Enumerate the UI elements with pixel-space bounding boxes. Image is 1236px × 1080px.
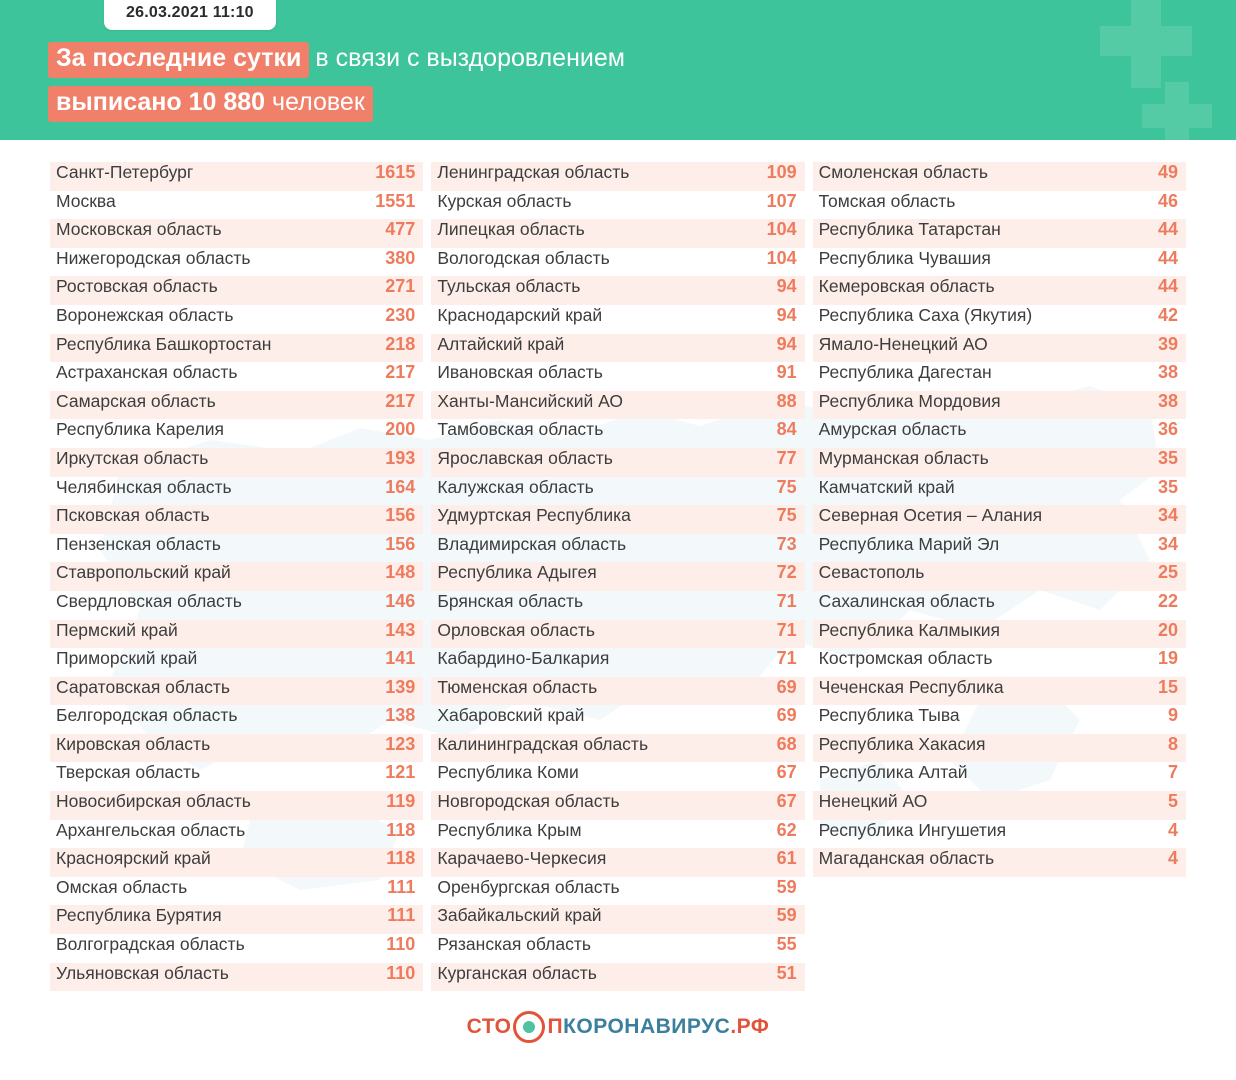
region-name: Ханты-Мансийский АО: [437, 390, 624, 411]
table-row: [50, 705, 423, 734]
region-name: Республика Дагестан: [818, 362, 992, 383]
region-value: 91: [776, 362, 797, 383]
region-value: 146: [385, 590, 416, 611]
headline-count-light: человек: [265, 88, 365, 116]
region-value: 20: [1157, 619, 1178, 640]
region-value: 110: [386, 934, 416, 955]
region-name: Санкт-Петербург: [56, 162, 194, 182]
table-row: [431, 248, 804, 277]
region-name: Ярославская область: [437, 447, 613, 468]
table-row: [431, 877, 804, 906]
region-value: 200: [385, 419, 416, 440]
footer: [0, 1003, 1236, 1051]
stopcoronavirus-logo[interactable]: [467, 1011, 770, 1043]
region-name: Чеченская Республика: [818, 676, 1004, 697]
region-name: Кабардино-Балкария: [437, 648, 610, 669]
region-name: Брянская область: [437, 590, 584, 611]
table-row: [813, 762, 1186, 791]
region-name: Республика Адыгея: [437, 562, 597, 583]
region-value: 19: [1157, 648, 1178, 669]
table-row: [50, 391, 423, 420]
table-row: [813, 219, 1186, 248]
headline-highlight: За последние сутки: [48, 42, 309, 78]
region-value: 141: [385, 648, 416, 669]
region-name: Республика Тыва: [818, 705, 960, 726]
table-row: [431, 648, 804, 677]
table-row: [50, 791, 423, 820]
table-row: [813, 848, 1186, 877]
table-row: [50, 620, 423, 649]
region-value: 84: [776, 419, 797, 440]
headline-count: [48, 86, 373, 122]
region-name: Саратовская область: [56, 676, 230, 697]
region-name: Севастополь: [818, 562, 925, 583]
decorative-plus-large: [1100, 0, 1192, 88]
table-row: [431, 477, 804, 506]
table-row: [50, 505, 423, 534]
region-name: Тверская область: [56, 762, 201, 783]
table-row: [813, 820, 1186, 849]
region-value: 15: [1157, 676, 1178, 697]
region-name: Амурская область: [818, 419, 967, 440]
region-value: 38: [1157, 390, 1178, 411]
region-value: 7: [1167, 762, 1178, 783]
table-row: [50, 648, 423, 677]
region-name: Томская область: [818, 190, 956, 211]
region-value: 88: [776, 390, 797, 411]
table-row: [431, 505, 804, 534]
region-value: 59: [776, 905, 797, 926]
region-value: 44: [1157, 276, 1178, 297]
region-value: 107: [766, 190, 797, 211]
region-value: 51: [776, 962, 797, 983]
region-name: Северная Осетия – Алания: [818, 505, 1043, 526]
region-value: 139: [385, 676, 416, 697]
table-row: [50, 362, 423, 391]
table-row: [50, 248, 423, 277]
region-value: 217: [385, 362, 416, 383]
region-value: 4: [1167, 848, 1178, 869]
region-name: Республика Татарстан: [818, 219, 1001, 240]
region-value: 77: [776, 447, 797, 468]
headline-count-strong: выписано 10 880: [56, 88, 266, 116]
region-name: Республика Алтай: [818, 762, 968, 783]
table-row: [50, 276, 423, 305]
region-name: Республика Мордовия: [818, 390, 1001, 411]
region-name: Калининградская область: [437, 733, 649, 754]
region-name: Тюменская область: [437, 676, 598, 697]
region-name: Псковская область: [56, 505, 210, 526]
region-name: Кемеровская область: [818, 276, 995, 297]
region-name: Вологодская область: [437, 247, 610, 268]
table-row: [431, 534, 804, 563]
table-row: [50, 848, 423, 877]
table-row: [431, 677, 804, 706]
table-row: [50, 877, 423, 906]
region-value: 71: [776, 590, 797, 611]
region-value: 156: [385, 505, 416, 526]
region-name: Московская область: [56, 219, 222, 240]
region-value: 5: [1167, 791, 1178, 812]
region-value: 94: [776, 333, 797, 354]
region-name: Республика Ингушетия: [818, 819, 1007, 840]
region-name: Рязанская область: [437, 934, 591, 955]
region-name: Ивановская область: [437, 362, 603, 383]
region-value: 123: [385, 733, 416, 754]
table-row: [431, 162, 804, 191]
table-row: [50, 162, 423, 191]
region-name: Самарская область: [56, 390, 216, 411]
region-name: Волгоградская область: [56, 934, 245, 955]
decorative-plus-small: [1142, 82, 1212, 140]
region-name: Республика Чувашия: [818, 247, 991, 268]
table-row: [50, 734, 423, 763]
region-name: Республика Бурятия: [56, 905, 222, 926]
region-value: 143: [385, 619, 416, 640]
region-value: 104: [766, 219, 797, 240]
table-row: [431, 705, 804, 734]
region-value: 71: [776, 619, 797, 640]
region-value: 69: [776, 705, 797, 726]
table-row: [50, 448, 423, 477]
region-name: Пензенская область: [56, 533, 221, 554]
region-value: 156: [385, 533, 416, 554]
region-name: Нижегородская область: [56, 247, 251, 268]
region-name: Ростовская область: [56, 276, 218, 297]
region-value: 73: [776, 533, 797, 554]
header-banner: [0, 0, 1236, 140]
table-row: [813, 734, 1186, 763]
table-row: [813, 248, 1186, 277]
region-name: Хабаровский край: [437, 705, 585, 726]
region-name: Забайкальский край: [437, 905, 602, 926]
region-value: 69: [776, 676, 797, 697]
table-row: [813, 620, 1186, 649]
table-row: [813, 334, 1186, 363]
region-value: 94: [776, 304, 797, 325]
region-name: Тамбовская область: [437, 419, 604, 440]
region-name: Ямало-Ненецкий АО: [818, 333, 988, 354]
region-name: Курганская область: [437, 962, 597, 983]
headline-secondary: [48, 86, 373, 122]
table-row: [813, 305, 1186, 334]
region-name: Удмуртская Республика: [437, 505, 631, 526]
region-name: Карачаево-Черкесия: [437, 848, 607, 869]
region-name: Воронежская область: [56, 304, 234, 325]
region-value: 22: [1157, 590, 1178, 611]
table-row: [431, 276, 804, 305]
region-value: 71: [776, 648, 797, 669]
region-name: Ставропольский край: [56, 562, 231, 583]
region-value: 44: [1157, 219, 1178, 240]
table-row: [50, 191, 423, 220]
region-value: 61: [776, 848, 797, 869]
region-value: 104: [766, 247, 797, 268]
table-row: [50, 219, 423, 248]
region-name: Владимирская область: [437, 533, 627, 554]
region-name: Новосибирская область: [56, 791, 251, 812]
table-row: [431, 762, 804, 791]
region-value: 110: [386, 962, 416, 983]
region-value: 148: [385, 562, 416, 583]
table-row: [431, 963, 804, 992]
region-value: 34: [1157, 505, 1178, 526]
region-name: Красноярский край: [56, 848, 211, 869]
region-name: Республика Карелия: [56, 419, 224, 440]
region-value: 55: [776, 934, 797, 955]
table-row: [431, 848, 804, 877]
table-row: [50, 477, 423, 506]
logo-text-sto: СТО: [466, 1015, 512, 1039]
region-name: Оренбургская область: [437, 876, 620, 897]
region-name: Пермский край: [56, 619, 178, 640]
region-name: Калужская область: [437, 476, 594, 497]
table-row: [813, 705, 1186, 734]
regions-columns: [0, 162, 1236, 991]
table-row: [431, 391, 804, 420]
table-row: [431, 305, 804, 334]
table-row: [813, 534, 1186, 563]
logo-text-rf: .РФ: [730, 1015, 770, 1039]
region-value: 111: [387, 876, 416, 897]
table-row: [50, 677, 423, 706]
region-name: Архангельская область: [56, 819, 246, 840]
region-value: 44: [1157, 247, 1178, 268]
region-value: 380: [385, 247, 416, 268]
table-row: [431, 562, 804, 591]
region-value: 35: [1157, 476, 1178, 497]
region-name: Ульяновская область: [56, 962, 229, 983]
logo-text-p: П: [547, 1015, 564, 1039]
table-row: [431, 905, 804, 934]
region-value: 34: [1157, 533, 1178, 554]
region-value: 218: [385, 333, 416, 354]
region-name: Курская область: [437, 190, 572, 211]
table-row: [50, 534, 423, 563]
region-value: 49: [1157, 162, 1178, 182]
table-row: [813, 162, 1186, 191]
table-row: [431, 934, 804, 963]
regions-column-3: [813, 162, 1186, 991]
date-badge: 26.03.2021 11:10: [104, 0, 276, 30]
table-row: [50, 591, 423, 620]
region-name: Ненецкий АО: [818, 791, 928, 812]
regions-table: [0, 140, 1236, 991]
region-value: 25: [1157, 562, 1178, 583]
region-value: 121: [385, 762, 416, 783]
table-row: [50, 762, 423, 791]
table-row: [50, 334, 423, 363]
table-row: [813, 505, 1186, 534]
region-value: 42: [1157, 304, 1178, 325]
region-value: 217: [385, 390, 416, 411]
table-row: [431, 734, 804, 763]
region-value: 138: [385, 705, 416, 726]
table-row: [431, 448, 804, 477]
region-value: 118: [386, 819, 416, 840]
region-name: Липецкая область: [437, 219, 585, 240]
table-row: [813, 448, 1186, 477]
headline-primary: [48, 42, 625, 78]
region-name: Краснодарский край: [437, 304, 603, 325]
regions-column-1: [50, 162, 423, 991]
table-row: [431, 820, 804, 849]
region-name: Республика Марий Эл: [818, 533, 1000, 554]
region-name: Иркутская область: [56, 447, 209, 468]
region-name: Кировская область: [56, 733, 211, 754]
region-name: Челябинская область: [56, 476, 232, 497]
region-value: 36: [1157, 419, 1178, 440]
table-row: [813, 791, 1186, 820]
region-value: 8: [1167, 733, 1178, 754]
table-row: [50, 419, 423, 448]
region-value: 35: [1157, 447, 1178, 468]
region-name: Свердловская область: [56, 590, 242, 611]
table-row: [431, 419, 804, 448]
region-name: Республика Коми: [437, 762, 579, 783]
stop-sign-icon: [513, 1011, 545, 1043]
region-value: 118: [386, 848, 416, 869]
region-value: 109: [766, 162, 797, 182]
region-value: 75: [776, 476, 797, 497]
region-name: Республика Саха (Якутия): [818, 304, 1033, 325]
region-name: Омская область: [56, 876, 188, 897]
region-name: Магаданская область: [818, 848, 995, 869]
region-value: 46: [1157, 190, 1178, 211]
region-name: Республика Калмыкия: [818, 619, 1000, 640]
table-row: [813, 419, 1186, 448]
region-name: Смоленская область: [818, 162, 988, 182]
region-name: Тульская область: [437, 276, 581, 297]
table-row: [50, 934, 423, 963]
table-row: [813, 591, 1186, 620]
table-row: [431, 219, 804, 248]
table-row: [431, 620, 804, 649]
region-value: 75: [776, 505, 797, 526]
region-name: Алтайский край: [437, 333, 565, 354]
region-name: Республика Крым: [437, 819, 582, 840]
region-name: Приморский край: [56, 648, 198, 669]
region-value: 119: [386, 791, 416, 812]
table-row: [431, 191, 804, 220]
region-value: 94: [776, 276, 797, 297]
table-row: [50, 963, 423, 992]
region-name: Белгородская область: [56, 705, 238, 726]
table-row: [431, 362, 804, 391]
table-row: [50, 305, 423, 334]
region-name: Республика Хакасия: [818, 733, 986, 754]
region-value: 271: [385, 276, 416, 297]
region-name: Камчатский край: [818, 476, 955, 497]
region-value: 4: [1167, 819, 1178, 840]
table-row: [431, 791, 804, 820]
region-value: 59: [776, 876, 797, 897]
table-row: [813, 362, 1186, 391]
region-value: 67: [776, 762, 797, 783]
table-row: [431, 334, 804, 363]
region-value: 38: [1157, 362, 1178, 383]
region-name: Мурманская область: [818, 447, 989, 468]
region-value: 477: [385, 219, 416, 240]
region-name: Астраханская область: [56, 362, 238, 383]
table-row: [50, 905, 423, 934]
table-row: [813, 276, 1186, 305]
headline-rest: в связи с выздоровлением: [315, 44, 625, 72]
region-value: 72: [776, 562, 797, 583]
region-value: 193: [385, 447, 416, 468]
table-row: [813, 677, 1186, 706]
region-value: 111: [387, 905, 416, 926]
region-value: 1551: [375, 190, 416, 211]
region-name: Орловская область: [437, 619, 595, 640]
region-name: Новгородская область: [437, 791, 620, 812]
region-value: 9: [1167, 705, 1178, 726]
region-value: 164: [385, 476, 416, 497]
region-name: Ленинградская область: [437, 162, 630, 182]
region-name: Республика Башкортостан: [56, 333, 272, 354]
region-value: 67: [776, 791, 797, 812]
table-row: [813, 191, 1186, 220]
region-value: 1615: [375, 162, 416, 182]
region-name: Москва: [56, 190, 116, 211]
region-value: 230: [385, 304, 416, 325]
table-row: [813, 477, 1186, 506]
table-row: [813, 391, 1186, 420]
table-row: [50, 562, 423, 591]
region-value: 62: [776, 819, 797, 840]
table-row: [813, 648, 1186, 677]
region-value: 39: [1157, 333, 1178, 354]
table-row: [50, 820, 423, 849]
regions-column-2: [431, 162, 804, 991]
region-name: Сахалинская область: [818, 590, 995, 611]
table-row: [813, 562, 1186, 591]
table-row: [431, 591, 804, 620]
region-name: Костромская область: [818, 648, 993, 669]
logo-text-coronavirus: КОРОНАВИРУС: [563, 1015, 731, 1039]
region-value: 68: [776, 733, 797, 754]
